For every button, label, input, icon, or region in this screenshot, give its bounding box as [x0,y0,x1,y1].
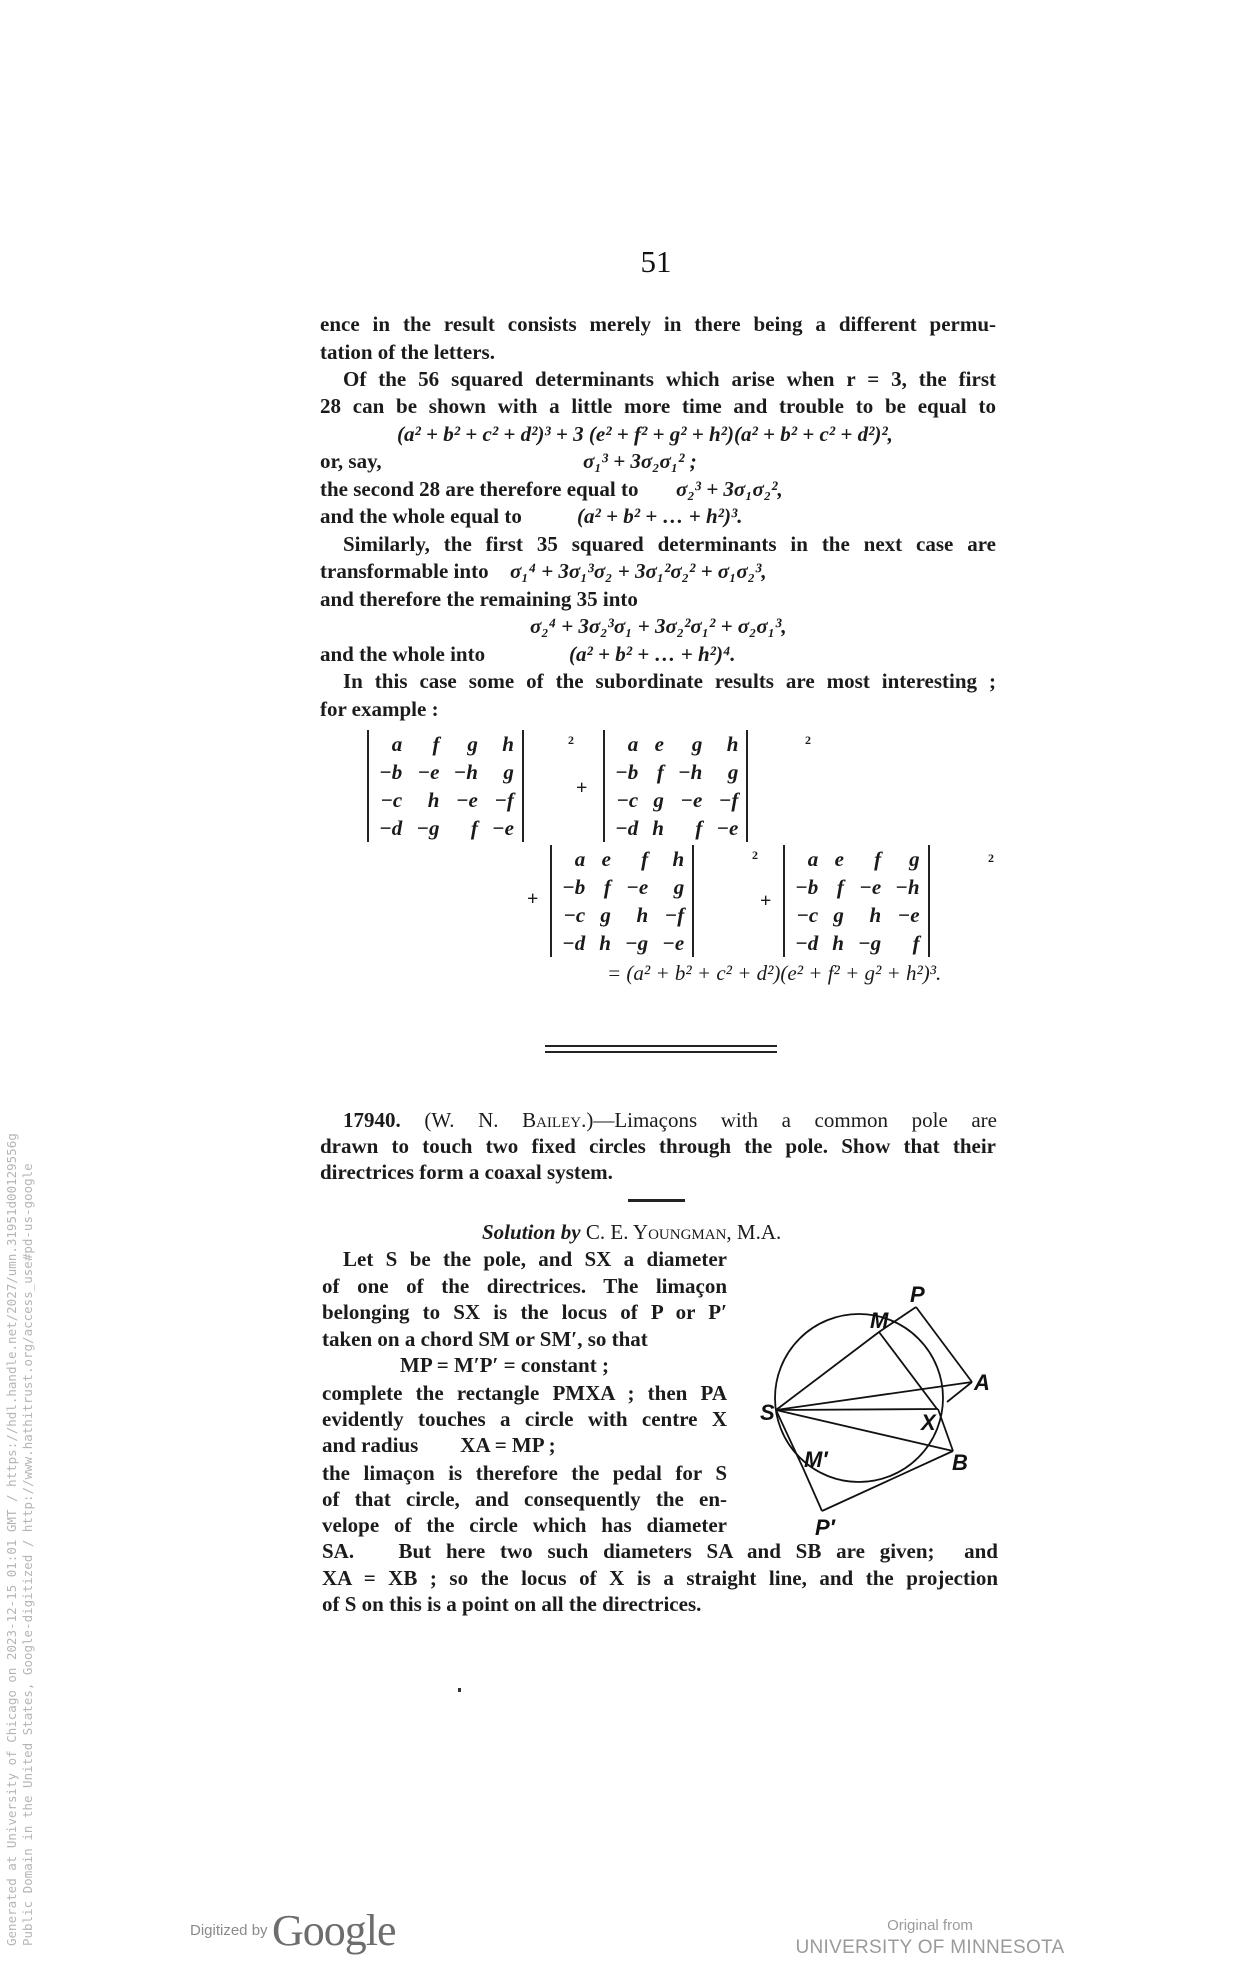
determinant-2 [603,730,748,842]
problem-line [343,1107,997,1134]
paragraph-line: ence in the result consists merely in there being a different permu- [320,312,996,336]
cell: f [836,875,844,899]
cell: f [641,847,649,871]
cell: e [834,847,844,871]
cell: h [636,903,649,927]
cell: −g [857,931,882,955]
cell: a [574,847,586,871]
cell: −f [718,788,739,812]
problem-author: (W. N. Bailey.) [424,1108,594,1132]
section-divider [545,1051,777,1053]
cell: a [391,732,403,756]
paragraph-line: the second 28 are therefore equal to [320,477,639,501]
cell: f [912,931,920,955]
cell: −d [562,931,586,955]
cell: f [470,816,478,840]
equation-result: = (a² + b² + c² + d²)(e² + f² + g² + h²)³. [607,961,942,985]
exponent: 2 [805,733,811,747]
label-A: A [974,1370,990,1395]
paragraph-line: or, say, [320,449,382,473]
cell: −g [416,816,440,840]
equation: (a² + b² + c² + d²)³ + 3 (e² + f² + g² + h²)(a² + b² + c² + d²)², [397,422,893,446]
watermark-line-1: Generated at University of Chicago on 2023-12-15 01:01 GMT / https://hdl.handle.net/2027/umn.31951d00129556g [4,1133,19,1946]
chord-SM-prime [776,1410,803,1468]
cell: −e [626,875,649,899]
cell: −d [795,931,819,955]
segment-XB [938,1409,953,1451]
paragraph-line: 28 can be shown with a little more time and trouble to be equal to [320,394,996,418]
digitized-by-label: Digitized by [190,1922,268,1939]
cell: −e [417,760,440,784]
cell: h [869,903,882,927]
cell: −g [624,931,649,955]
paragraph-line: Similarly, the first 35 squared determinants in the next case are [343,532,996,556]
determinant-1 [367,730,524,842]
solution-line: SA. But here two such diameters SA and SB are given; and [322,1539,998,1563]
cell: a [807,847,819,871]
cell: f [695,816,703,840]
cell: −c [380,788,403,812]
digitized-by-google [190,1905,396,1956]
paragraph-line: and therefore the remaining 35 into [320,587,638,611]
equation: (a² + b² + … + h²)³. [577,504,743,528]
solution-line: of one of the directrices. The limaçon [322,1274,727,1298]
cell: g [503,760,514,784]
exponent: 2 [752,848,758,862]
cell: g [691,732,703,756]
paragraph-line: In this case some of the subordinate results are most interesting ; [343,669,996,693]
cell: −b [795,875,819,899]
cell: h [672,847,685,871]
equation: (a² + b² + … + h²)⁴. [569,642,736,666]
cell: f [432,732,440,756]
limacon-diagram [740,1270,1010,1550]
cell: −e [859,875,882,899]
solution-line: evidently touches a circle with centre X [322,1407,727,1431]
cell: −f [494,788,514,812]
section-divider [545,1045,777,1047]
label-P-prime: P′ [815,1515,835,1540]
watermark-line-2: Public Domain in the United States, Google-digitized / http://www.hathitrust.org/access_use#pd-us-google [20,1163,35,1946]
original-from [790,1915,1070,1959]
side-watermark [4,966,36,1946]
determinant-4 [783,845,930,957]
solution-line: Let S be the pole, and SX a diameter [343,1247,727,1271]
cell: −e [897,903,920,927]
solution-line: of S on this is a point on all the directrices. [322,1592,702,1616]
cell: h [726,732,739,756]
segment-MX [879,1332,937,1409]
paragraph-line: Of the 56 squared determinants which arise when r = 3, the first [343,367,996,391]
label-S: S [760,1400,775,1425]
problem-line: directrices form a coaxal system. [320,1160,613,1184]
cell: −h [453,760,478,784]
cell: g [467,732,478,756]
cell: h [502,732,514,756]
solution-line: complete the rectangle PMXA ; then PA [322,1381,727,1405]
cell: h [832,931,844,955]
solution-line: belonging to SX is the locus of P or P′ [322,1300,727,1324]
cell: −e [716,816,739,840]
solution-byline [482,1219,781,1246]
cell: g [833,903,844,927]
cell: h [652,816,664,840]
cell: −e [680,788,703,812]
cell: f [874,847,882,871]
paragraph-line: and the whole equal to [320,504,522,528]
solution-line: and radius XA = MP ; [322,1433,556,1457]
plus-sign: + [760,890,772,912]
paragraph-line: transformable into [320,559,489,583]
equation: σ₂³ + 3σ₁σ₂², [676,477,783,501]
cell: −c [563,903,586,927]
cell: h [599,931,611,955]
diameter-SX [776,1409,938,1410]
label-M: M [870,1308,889,1333]
paragraph-line: tation of the letters. [320,340,495,364]
cell: a [627,732,639,756]
solution-line: taken on a chord SM or SM′, so that [322,1327,648,1351]
solution-author: C. E. Youngman, M.A. [585,1220,782,1244]
cell: −h [677,760,703,784]
original-from-label: Original from [887,1917,973,1934]
cell: h [427,788,440,812]
paragraph-line: and the whole into [320,642,486,666]
cell: g [727,760,739,784]
cell: −h [895,875,920,899]
label-P: P [910,1282,925,1307]
solution-by-label: Solution by [482,1220,581,1244]
solution-line: of that circle, and consequently the en- [322,1487,727,1511]
cell: g [673,875,685,899]
solution-line: XA = XB ; so the locus of X is a straight line, and the projection [322,1566,998,1590]
plus-sign: + [527,888,539,910]
problem-number: 17940. [343,1108,401,1132]
label-X: X [921,1410,936,1435]
plus-sign: + [576,777,588,799]
solution-equation: MP = M′P′ = constant ; [400,1353,609,1377]
institution-name: UNIVERSITY OF MINNESOTA [795,1937,1065,1958]
problem-statement: —Limaçons with a common pole are [593,1108,997,1132]
solution-line: velope of the circle which has diameter [322,1513,727,1537]
cell: −e [491,816,514,840]
cell: −e [455,788,478,812]
cell: −c [616,788,639,812]
cell: e [654,732,664,756]
determinant-3 [550,845,694,957]
cell: g [653,788,664,812]
paragraph-line: for example : [320,697,439,721]
short-divider [628,1199,685,1202]
label-B: B [952,1450,968,1475]
segment-MP-prime [803,1468,822,1511]
exponent: 2 [988,851,994,865]
cell: −b [379,760,403,784]
scan-speck [458,1688,461,1692]
problem-line: drawn to touch two fixed circles through the pole. Show that their [320,1134,996,1158]
cell: −d [615,816,639,840]
cell: g [600,903,611,927]
cell: −b [615,760,639,784]
solution-line: the limaçon is therefore the pedal for S [322,1461,727,1485]
cell: f [656,760,664,784]
cell: −e [662,931,685,955]
equation: σ₁⁴ + 3σ₁³σ₂ + 3σ₁²σ₂² + σ₁σ₂³, [510,559,767,583]
cell: −f [664,903,685,927]
label-M-prime: M′ [804,1447,828,1472]
equation: σ₁³ + 3σ₂σ₁² ; [583,449,697,473]
google-logo: Google [272,1906,396,1955]
cell: −d [379,816,403,840]
cell: f [603,875,611,899]
cell: −c [796,903,819,927]
equation: σ₂⁴ + 3σ₂³σ₁ + 3σ₂²σ₁² + σ₂σ₁³, [530,614,787,638]
cell: −b [562,875,586,899]
cell: g [909,847,920,871]
exponent: 2 [568,733,574,747]
cell: e [601,847,611,871]
page-number: 51 [640,244,672,279]
